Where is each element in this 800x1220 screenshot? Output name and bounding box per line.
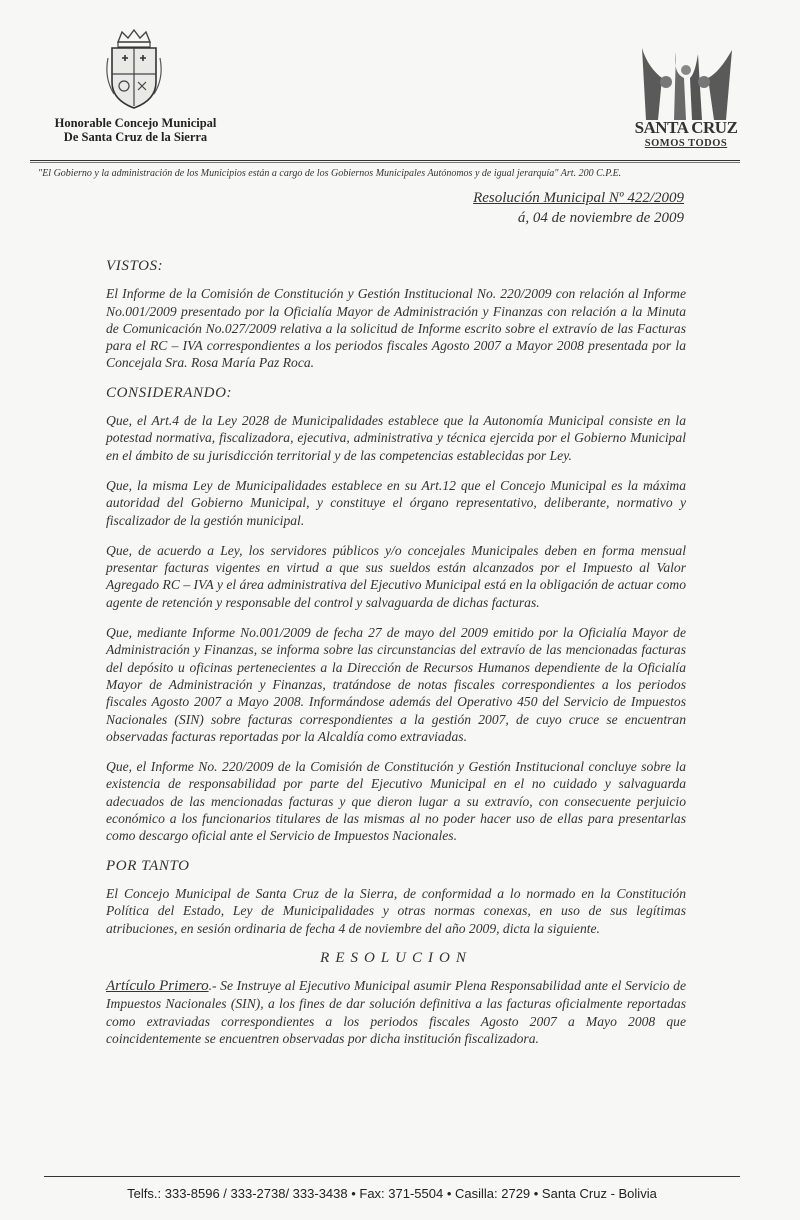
article-one-paragraph [106, 977, 686, 1047]
constitution-quote: "El Gobierno y la administración de los Municipios están a cargo de los Gobiernos Municipales Autónomos y de igual jerarquía" Art. 200 C.P.E. [38, 168, 622, 179]
council-name-line1: Honorable Concejo Municipal [54, 116, 217, 130]
considerando-paragraph: Que, de acuerdo a Ley, los servidores públicos y/o concejales Municipales deben en forma mensual presentar facturas vigentes en virtud a que sus sueldos están alcanzados por el Impuesto al Valor Agregado RC – IVA y el área administrativa del Ejecutivo Municipal está en la obligación de actuar como agente de retención y responsable del control y salvaguarda de dichas facturas. [106, 542, 686, 610]
article-one-separator: .- [208, 978, 221, 994]
resolution-date: á, 04 de noviembre de 2009 [517, 210, 684, 226]
portanto-paragraph: El Concejo Municipal de Santa Cruz de la Sierra, de conformidad a lo normado en la Constitución Política del Estado, Ley de Municipalidades y otras normas conexas, en uso de sus legítimas atribuciones, en sesión ordinaria de fecha 4 de noviembre del año 2009, dicta la siguiente. [106, 885, 686, 936]
considerando-heading: CONSIDERANDO: [106, 384, 233, 401]
coat-of-arms-emblem [104, 28, 164, 110]
considerando-paragraph: Que, el Informe No. 220/2009 de la Comisión de Constitución y Gestión Institucional concluye sobre la existencia de responsabilidad por parte del Ejecutivo Municipal en el no cuidado y salvaguarda adecuados de las mencionadas facturas y que dieron lugar a su extravío, con consecuente perjuicio económico a los funcionarios titulares de las mismas al no poder hacer uso de ellas para presentarlas como descargo oficial ante el Servicio de Impuestos Nacionales. [106, 759, 686, 844]
footer-contact: Telfs.: 333-8596 / 333-2738/ 333-3438 • Fax: 371-5504 • Casilla: 2729 • Santa Cruz - Bolivia [127, 1186, 657, 1201]
resolution-title: Resolución Municipal Nº 422/2009 [473, 190, 684, 206]
article-one-label: Artículo Primero [106, 978, 209, 995]
document-body [106, 258, 686, 1060]
article-one-text: Se Instruye al Ejecutivo Municipal asumir Plena Responsabilidad ante el Servicio de Impuestos Nacionales (SIN), a los fines de dar solución definitiva a las facturas oficialmente reportadas como extraviadas correspondientes a los periodos fiscales Agosto 2007 a Mayo 2008 que coincidentemente se encuentren observadas por dicha institución fiscalizadora. [106, 978, 686, 1046]
footer-rule [44, 1176, 740, 1177]
council-name-line2: De Santa Cruz de la Sierra [63, 130, 208, 144]
resolucion-heading: RESOLUCION [320, 949, 472, 966]
header-rule [30, 160, 740, 161]
council-name [48, 116, 223, 144]
logo-name: SANTA CRUZ [634, 118, 738, 137]
logo-tagline: SOMOS TODOS [644, 138, 728, 149]
people-figures-icon [636, 48, 736, 120]
header-rule-secondary [30, 162, 740, 163]
considerando-paragraph: Que, la misma Ley de Municipalidades establece en su Art.12 que el Concejo Municipal es la máxima autoridad del Gobierno Municipal, y constituye el órgano representativo, deliberante, normativo y fiscalizador de la gestión municipal. [106, 477, 686, 528]
vistos-paragraph: El Informe de la Comisión de Constitución y Gestión Institucional No. 220/2009 con relación al Informe No.001/2009 presentado por la Oficialía Mayor de Administración y Finanzas con relación a la Minuta de Comunicación No.027/2009 relativa a la solicitud de Informe escrito sobre el extravío de las Facturas para el RC – IVA correspondientes a los periodos fiscales Agosto 2007 a Mayor 2008 presentada por la Concejala Sra. Rosa María Paz Roca. [106, 286, 686, 371]
considerando-paragraph: Que, el Art.4 de la Ley 2028 de Municipalidades establece que la Autonomía Municipal consiste en la potestad normativa, fiscalizadora, ejecutiva, administrativa y técnica ejercida por el Gobierno Municipal en el ámbito de su jurisdicción territorial y de las competencias establecidas por Ley. [106, 413, 686, 463]
santa-cruz-logo [628, 48, 744, 152]
considerando-paragraph: Que, mediante Informe No.001/2009 de fecha 27 de mayo del 2009 emitido por la Oficialía Mayor de Administración y Finanzas, se informa sobre las circunstancias del extravío de las mencionadas facturas del depósito u oficinas pertenecientes a la Dirección de Recursos Humanos dependiente de la Oficialía Mayor de Administración y Finanzas, tratándose de notas fiscales correspondientes a los periodos fiscales Agosto 2007 a Mayo 2008. Informándose además del Operativo 450 del Servicio de Impuestos Nacionales (SIN) sobre facturas correspondientes a la gestión 2007, de cuyo cruce se encuentran observadas facturas reportadas por la Alcaldía como extraviadas. [106, 625, 686, 744]
vistos-heading: VISTOS: [106, 258, 164, 274]
portanto-heading: POR TANTO [106, 857, 190, 874]
